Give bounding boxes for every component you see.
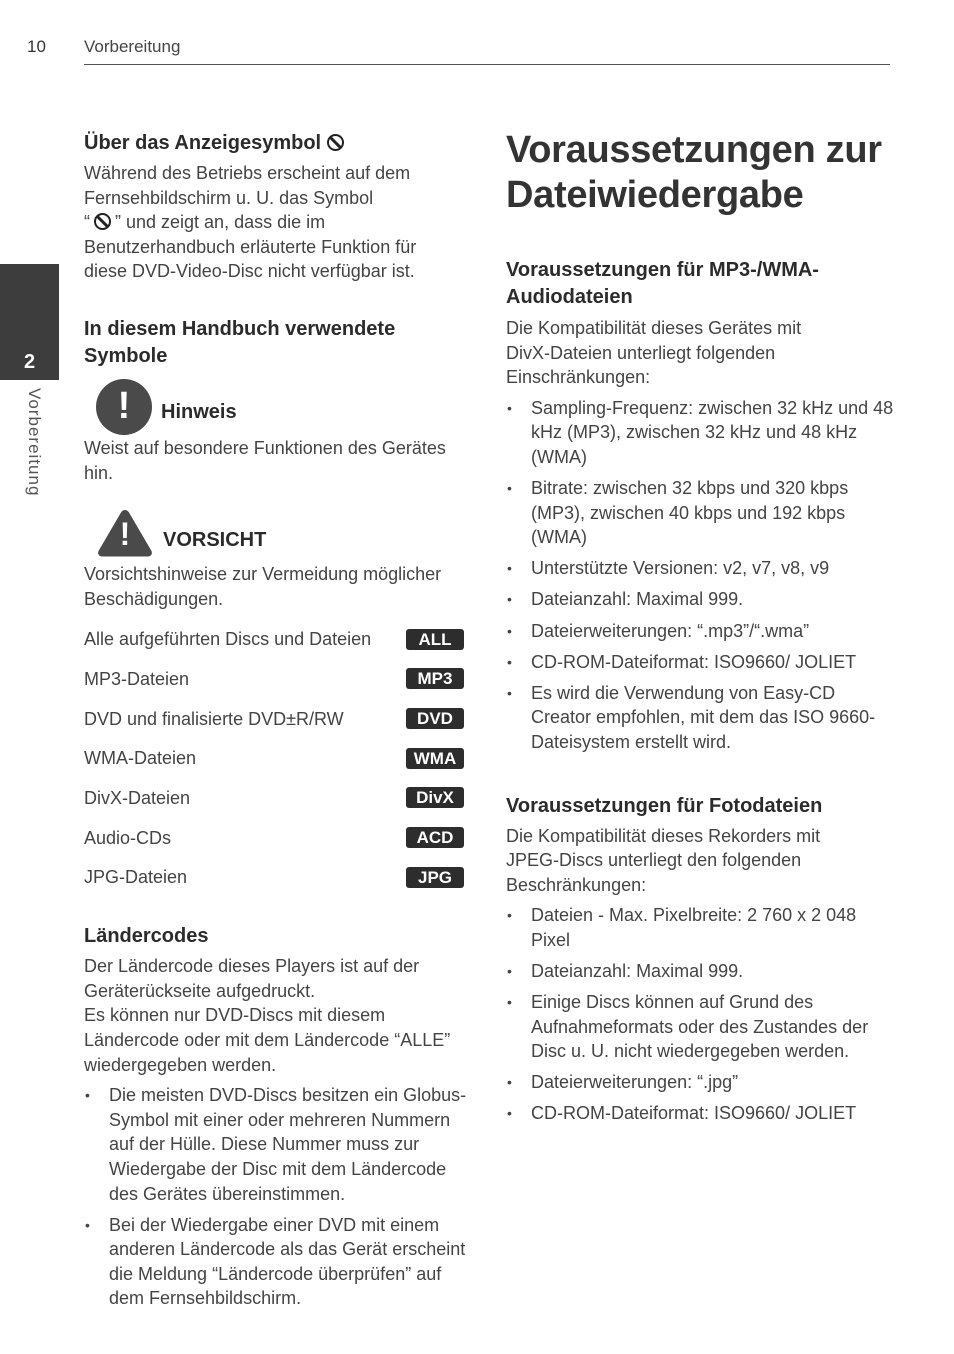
- symbol-label: Audio-CDs: [84, 827, 172, 848]
- caution-text: Vorsichtshinweise zur Vermeidung möglicher Beschädigungen.: [84, 564, 442, 609]
- left-column: [84, 130, 470, 1317]
- list-item: • Dateierweiterungen: “.mp3”/“.wma”: [506, 619, 898, 644]
- symbol-row: [84, 659, 470, 699]
- mp3-badge-icon: MP3: [406, 668, 464, 689]
- symbol-row: [84, 699, 470, 739]
- symbol-table: [84, 619, 470, 897]
- acd-badge-icon: ACD: [406, 827, 464, 848]
- display-symbol-text: Während des Betriebs erscheint auf dem Fernsehbildschirm u. U. das Symbol “ ” und zeigt an, dass die im Benutzerhandbuch erläuterte Funktion für diese DVD-Video-Disc nicht verfügbar ist.: [84, 163, 417, 282]
- symbol-label: WMA-Dateien: [84, 748, 197, 769]
- caution-mark: !: [119, 516, 131, 553]
- warning-triangle-icon: [96, 507, 154, 559]
- dvd-badge-icon: DVD: [406, 708, 464, 729]
- symbol-label: DivX-Dateien: [84, 787, 191, 808]
- symbol-row: [84, 857, 470, 897]
- list-item: • Es wird die Verwendung von Easy-CD Creator empfohlen, mit dem das ISO 9660-Dateisystem erstellt wird.: [506, 681, 898, 755]
- list-item: • Dateianzahl: Maximal 999.: [506, 587, 898, 612]
- section-title: Vorbereitung: [84, 37, 181, 56]
- list-item: • Unterstützte Versionen: v2, v7, v8, v9: [506, 556, 898, 581]
- symbol-label: Alle aufgeführten Discs und Dateien: [84, 629, 372, 650]
- list-item: • CD-ROM-Dateiformat: ISO9660/ JOLIET: [506, 1101, 898, 1126]
- page-number: 10: [27, 37, 46, 56]
- symbol-label: DVD und finalisierte DVD±R/RW: [84, 708, 344, 729]
- display-symbol-heading: Über das Anzeigesymbol: [84, 130, 470, 157]
- list-item: • Bei der Wiedergabe einer DVD mit einem anderen Ländercode als das Gerät erscheint die Meldung “Ländercode überprüfen” auf dem Fernsehbildschirm.: [84, 1213, 470, 1311]
- list-item: • Dateierweiterungen: “.jpg”: [506, 1070, 898, 1095]
- prohibited-icon: [94, 213, 111, 230]
- page-title: Voraussetzungen zur Dateiwiedergabe: [506, 129, 882, 216]
- list-item: • Dateianzahl: Maximal 999.: [506, 959, 898, 984]
- symbol-label: MP3-Dateien: [84, 668, 190, 689]
- region-heading: Ländercodes: [84, 925, 209, 948]
- exclamation-circle-icon: !: [96, 379, 152, 435]
- all-badge-icon: ALL: [406, 629, 464, 650]
- photo-text: Die Kompatibilität dieses Rekorders mit JPEG-Discs unterliegt den folgenden Beschränkungen:: [506, 825, 821, 895]
- list-item: • Dateien - Max. Pixelbreite: 2 760 x 2 048 Pixel: [506, 903, 898, 952]
- note-text: Weist auf besondere Funktionen des Gerätes hin.: [84, 437, 446, 483]
- note-block: [84, 379, 470, 435]
- list-item: • Bitrate: zwischen 32 kbps und 320 kbps (MP3), zwischen 40 kbps und 192 kbps (WMA): [506, 476, 898, 550]
- region-list: [84, 1083, 470, 1311]
- audio-heading: Voraussetzungen für MP3-/WMA- Audiodateien: [506, 259, 819, 308]
- symbol-row: [84, 778, 470, 818]
- prohibited-icon: [327, 134, 344, 151]
- chapter-label: Vorbereitung: [25, 388, 44, 497]
- list-item: • Sampling-Frequenz: zwischen 32 kHz und 48 kHz (MP3), zwischen 32 kHz und 48 kHz (WMA): [506, 396, 898, 470]
- right-column: [506, 128, 898, 1133]
- symbol-row: [84, 619, 470, 659]
- photo-heading: Voraussetzungen für Fotodateien: [506, 794, 823, 817]
- audio-text: Die Kompatibilität dieses Gerätes mit DivX-Dateien unterliegt folgenden Einschränkungen:: [506, 318, 802, 388]
- symbols-heading: In diesem Handbuch verwendete Symbole: [84, 317, 396, 367]
- symbol-row: [84, 818, 470, 858]
- region-text: Der Ländercode dieses Players ist auf der Geräterückseite aufgedruckt. Es können nur DVD-Discs mit diesem Ländercode oder mit dem Ländercode “ALLE” wiedergegeben werden.: [84, 956, 451, 1075]
- header-rule: [84, 64, 890, 65]
- divx-badge-icon: DivX: [406, 787, 464, 808]
- list-item: • CD-ROM-Dateiformat: ISO9660/ JOLIET: [506, 650, 898, 675]
- caution-label: VORSICHT: [163, 528, 267, 551]
- list-item: • Einige Discs können auf Grund des Aufnahmeformats oder des Zustandes der Disc u. U. nicht wiedergegeben werden.: [506, 990, 898, 1064]
- wma-badge-icon: WMA: [406, 748, 464, 769]
- list-item: • Die meisten DVD-Discs besitzen ein Globus-Symbol mit einer oder mehreren Nummern auf der Hülle. Diese Nummer muss zur Wiedergabe der Disc mit dem Ländercode des Gerätes übereinstimmen.: [84, 1083, 470, 1206]
- caution-block: [84, 507, 470, 559]
- audio-list: [506, 396, 898, 755]
- chapter-tab: [0, 264, 59, 380]
- note-label: Hinweis: [161, 401, 237, 424]
- jpg-badge-icon: JPG: [406, 867, 464, 888]
- chapter-number: 2: [23, 351, 36, 373]
- photo-list: [506, 903, 898, 1126]
- symbol-label: JPG-Dateien: [84, 867, 188, 888]
- symbol-row: [84, 738, 470, 778]
